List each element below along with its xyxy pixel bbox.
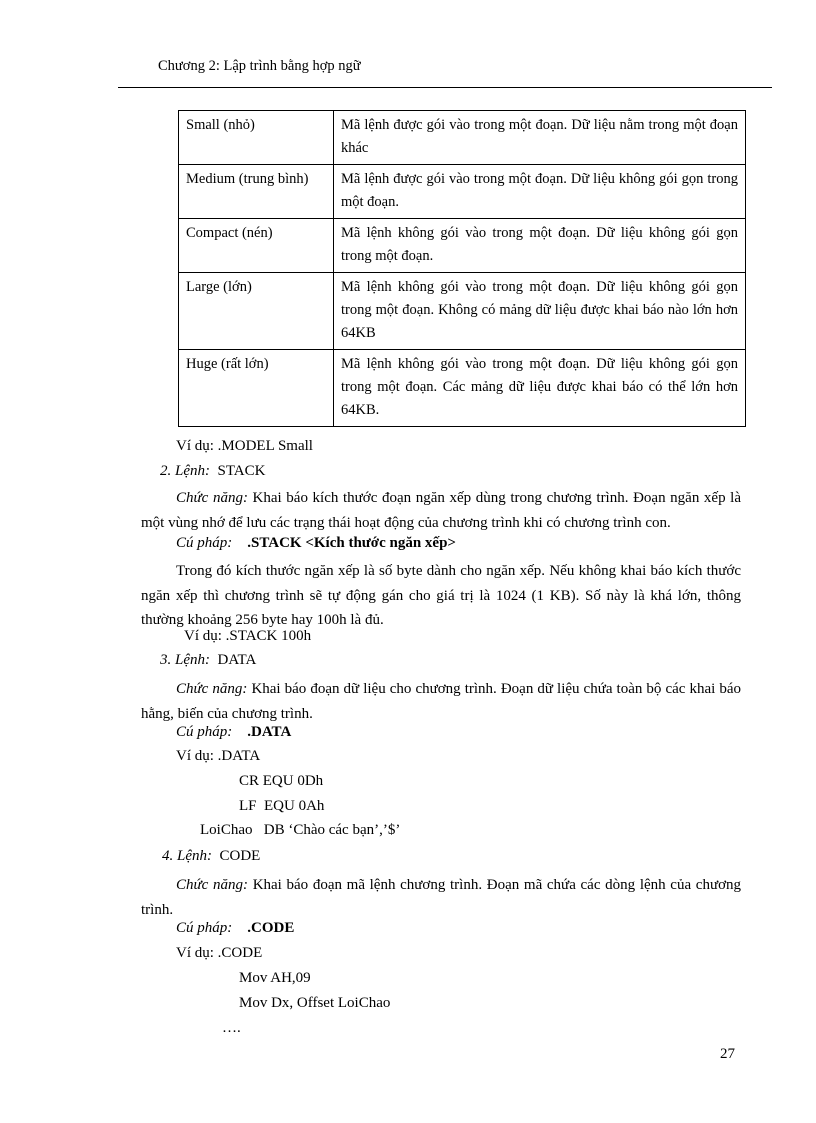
model-description-cell: Mã lệnh được gói vào trong một đoạn. Dữ liệu không gói gọn trong một đoạn. [334, 165, 746, 219]
model-name-cell: Huge (rất lớn) [179, 350, 334, 427]
code-line: …. [222, 1020, 241, 1036]
stack-function-paragraph [141, 486, 741, 535]
code-function-text: Khai báo đoạn mã lệnh chương trình. Đoạn mã chứa các dòng lệnh của chương trình. [141, 877, 742, 918]
table-row [179, 350, 746, 427]
stack-heading-label: 2. Lệnh: [160, 463, 210, 479]
table-row [179, 111, 746, 165]
table-row [179, 273, 746, 350]
stack-function-text: Khai báo kích thước đoạn ngăn xếp dùng trong chương trình. Đoạn ngăn xếp là một vùng nhớ để lưu các trạng thái hoạt động của chương trình khi có chương trình con. [141, 490, 741, 531]
header-divider [118, 87, 772, 88]
data-heading-label: 3. Lệnh: [160, 652, 210, 668]
code-heading [162, 848, 260, 865]
model-description-cell: Mã lệnh không gói vào trong một đoạn. Dữ liệu không gói gọn trong một đoạn. Không có mảng dữ liệu được khai báo nào lớn hơn 64KB [334, 273, 746, 350]
model-name-cell: Medium (trung bình) [179, 165, 334, 219]
data-example: Ví dụ: .DATA [176, 748, 261, 764]
stack-heading-value: STACK [217, 463, 266, 479]
data-code-line: LF EQU 0Ah [239, 798, 325, 814]
memory-model-table [178, 110, 746, 427]
stack-function-label: Chức năng: [176, 490, 248, 506]
model-description-cell: Mã lệnh được gói vào trong một đoạn. Dữ liệu nằm trong một đoạn khác [334, 111, 746, 165]
code-syntax-label: Cú pháp: [176, 920, 233, 936]
model-description-cell: Mã lệnh không gói vào trong một đoạn. Dữ liệu không gói gọn trong một đoạn. Các mảng dữ liệu được khai báo có thể lớn hơn 64KB. [334, 350, 746, 427]
stack-syntax [176, 535, 456, 552]
stack-explanation-paragraph [141, 559, 741, 633]
chapter-title: Chương 2: Lập trình bằng hợp ngữ [158, 58, 361, 74]
code-function-label: Chức năng: [176, 877, 249, 893]
data-heading-value: DATA [217, 652, 257, 668]
data-code-line: CR EQU 0Dh [239, 773, 324, 789]
page-number: 27 [720, 1046, 735, 1062]
data-syntax-label: Cú pháp: [176, 724, 233, 740]
stack-heading [160, 463, 265, 480]
data-function-paragraph [141, 677, 741, 726]
table-row [179, 219, 746, 273]
data-syntax-value: .DATA [247, 724, 292, 740]
data-code-line: LoiChao DB ‘Chào các bạn’,’$’ [200, 822, 401, 838]
model-description-cell: Mã lệnh không gói vào trong một đoạn. Dữ liệu không gói gọn trong một đoạn. [334, 219, 746, 273]
table-row [179, 165, 746, 219]
code-heading-value: CODE [219, 848, 261, 864]
model-name-cell: Small (nhỏ) [179, 111, 334, 165]
code-syntax [176, 920, 294, 937]
model-name-cell: Compact (nén) [179, 219, 334, 273]
code-heading-label: 4. Lệnh: [162, 848, 212, 864]
code-example: Ví dụ: .CODE [176, 945, 263, 961]
data-syntax [176, 724, 291, 741]
stack-syntax-label: Cú pháp: [176, 535, 233, 551]
model-example: Ví dụ: .MODEL Small [176, 438, 313, 454]
stack-example: Ví dụ: .STACK 100h [184, 628, 312, 644]
code-syntax-value: .CODE [247, 920, 295, 936]
stack-syntax-value: .STACK <Kích thước ngăn xếp> [247, 535, 456, 551]
stack-explanation-text: Trong đó kích thước ngăn xếp là số byte dành cho ngăn xếp. Nếu không khai báo kích thước ngăn xếp thì chương trình sẽ tự động gán cho giá trị là 1024 (1 KB). Số này là khá lớn, thông thường khoảng 256 byte hay 100h là đủ. [141, 563, 741, 628]
code-line: Mov Dx, Offset LoiChao [239, 995, 391, 1011]
data-function-text: Khai báo đoạn dữ liệu cho chương trình. Đoạn dữ liệu chứa toàn bộ các khai báo hằng, biến của chương trình. [141, 681, 741, 722]
data-heading [160, 652, 256, 669]
code-function-paragraph [141, 873, 741, 922]
data-function-label: Chức năng: [176, 681, 248, 697]
model-name-cell: Large (lớn) [179, 273, 334, 350]
code-line: Mov AH,09 [239, 970, 311, 986]
